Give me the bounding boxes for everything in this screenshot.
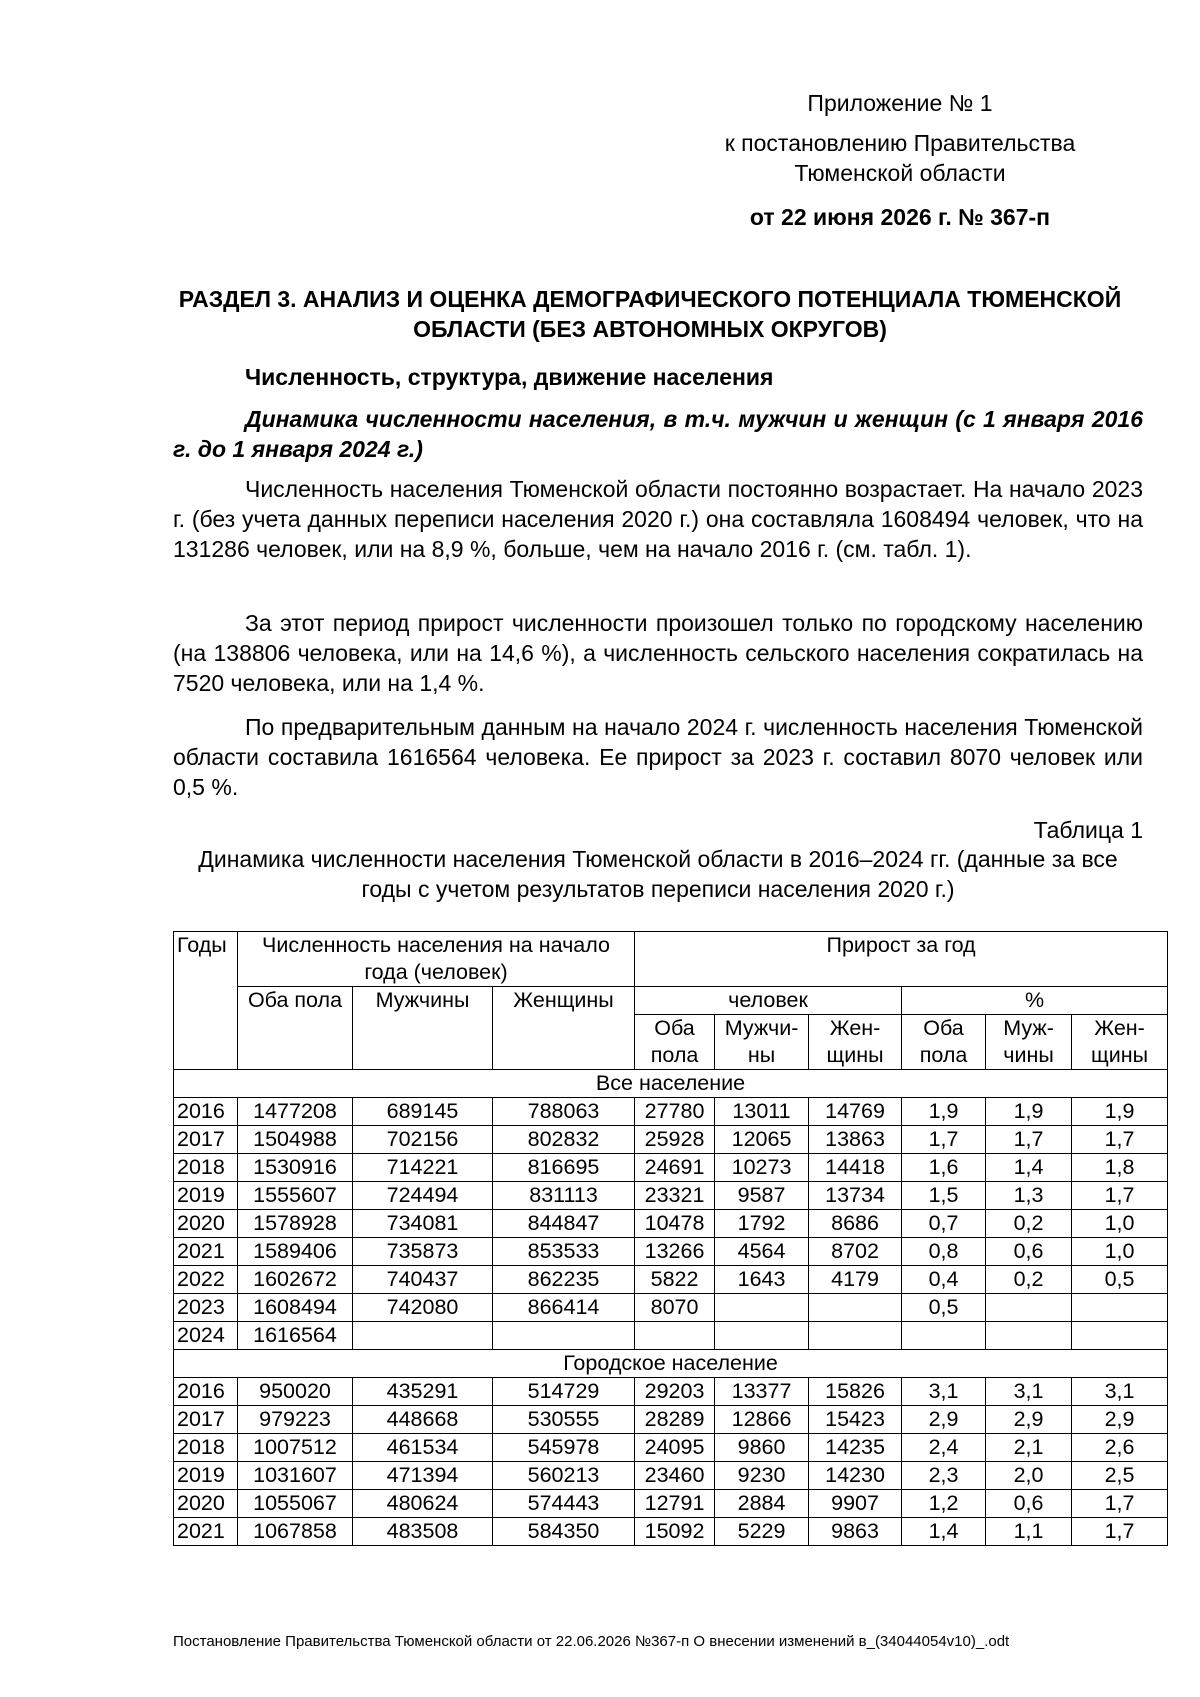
table-cell: 1602672 — [238, 1266, 353, 1294]
table-row — [174, 1266, 1168, 1294]
table-cell: 514729 — [493, 1378, 635, 1406]
paragraph-population-growth: Численность населения Тюменской области постоянно возрастает. На начало 2023 г. (без учета данных переписи населения 2020 г.) она составляла 1608494 человек, что на 131286 человек, или на 8,9 %, больше, чем на начало 2016 г. (см. табл. 1). — [173, 476, 1143, 562]
table-cell: 802832 — [493, 1126, 635, 1154]
annex-reference — [680, 128, 1120, 188]
header-population: Численность населения на начало года (человек) — [238, 932, 635, 987]
table-cell: 27780 — [635, 1098, 715, 1126]
table-cell: 1,4 — [902, 1518, 986, 1546]
table-cell: 0,6 — [986, 1238, 1072, 1266]
table-cell: 831113 — [493, 1182, 635, 1210]
table-row — [174, 1182, 1168, 1210]
table-cell: 0,4 — [902, 1266, 986, 1294]
table-cell: 8686 — [809, 1210, 902, 1238]
table-cell: 471394 — [353, 1462, 493, 1490]
table-cell: 1,9 — [1072, 1098, 1168, 1126]
table-cell: 816695 — [493, 1154, 635, 1182]
table-cell-year: 2016 — [174, 1098, 238, 1126]
table-cell — [809, 1322, 902, 1350]
table-cell: 3,1 — [1072, 1378, 1168, 1406]
table-row — [174, 1238, 1168, 1266]
paragraph-preliminary-2024: По предварительным данным на начало 2024 г. численность населения Тюменской области составила 1616564 человека. Ее прирост за 2023 г. составил 8070 человек или 0,5 %. — [173, 714, 1143, 800]
table-cell: 2,9 — [986, 1406, 1072, 1434]
table-cell — [715, 1322, 809, 1350]
table-cell: 480624 — [353, 1490, 493, 1518]
table-cell-year: 2024 — [174, 1322, 238, 1350]
table-cell: 1,9 — [902, 1098, 986, 1126]
table-cell: 29203 — [635, 1378, 715, 1406]
table-cell: 530555 — [493, 1406, 635, 1434]
table-cell: 2,0 — [986, 1462, 1072, 1490]
table-cell — [493, 1322, 635, 1350]
table-cell: 12065 — [715, 1126, 809, 1154]
table-cell-year: 2019 — [174, 1462, 238, 1490]
table-cell: 24691 — [635, 1154, 715, 1182]
table-cell: 1,7 — [1072, 1518, 1168, 1546]
table-cell-year: 2020 — [174, 1210, 238, 1238]
header-men: Мужчины — [353, 987, 493, 1070]
table-cell: 2884 — [715, 1490, 809, 1518]
table-cell: 1,7 — [1072, 1490, 1168, 1518]
table-cell: 435291 — [353, 1378, 493, 1406]
header-years: Годы — [174, 932, 238, 1070]
table-row — [174, 1462, 1168, 1490]
header-both-sexes: Оба пола — [238, 987, 353, 1070]
table-cell — [635, 1322, 715, 1350]
table-cell: 0,2 — [986, 1266, 1072, 1294]
table-group-title: Все население — [174, 1070, 1168, 1098]
table-cell: 1,7 — [1072, 1182, 1168, 1210]
table-cell: 584350 — [493, 1518, 635, 1546]
table-cell: 23460 — [635, 1462, 715, 1490]
table-cell: 13734 — [809, 1182, 902, 1210]
table-cell: 448668 — [353, 1406, 493, 1434]
table-cell — [986, 1322, 1072, 1350]
table-cell: 8702 — [809, 1238, 902, 1266]
table-cell: 950020 — [238, 1378, 353, 1406]
table-row — [174, 1210, 1168, 1238]
table-cell: 14769 — [809, 1098, 902, 1126]
table-cell: 25928 — [635, 1126, 715, 1154]
table-cell: 15423 — [809, 1406, 902, 1434]
table-cell: 1,8 — [1072, 1154, 1168, 1182]
table-row — [174, 1294, 1168, 1322]
table-cell: 866414 — [493, 1294, 635, 1322]
table-cell: 15092 — [635, 1518, 715, 1546]
subsection-title: Численность, структура, движение населения — [245, 364, 774, 390]
table-cell: 702156 — [353, 1126, 493, 1154]
header-growth-men: Мужчи-ны — [715, 1015, 809, 1070]
table-group-row — [174, 1070, 1168, 1098]
table-cell: 1,7 — [1072, 1126, 1168, 1154]
table-cell: 2,6 — [1072, 1434, 1168, 1462]
table-row — [174, 1434, 1168, 1462]
table-cell: 12866 — [715, 1406, 809, 1434]
table-cell: 5229 — [715, 1518, 809, 1546]
table-cell-year: 2018 — [174, 1434, 238, 1462]
table-cell: 1,6 — [902, 1154, 986, 1182]
table-row — [174, 1126, 1168, 1154]
table-cell: 1,0 — [1072, 1238, 1168, 1266]
table-cell — [715, 1294, 809, 1322]
table-cell: 1792 — [715, 1210, 809, 1238]
table-cell: 14418 — [809, 1154, 902, 1182]
table-cell: 1067858 — [238, 1518, 353, 1546]
table-cell-year: 2019 — [174, 1182, 238, 1210]
table-cell: 24095 — [635, 1434, 715, 1462]
table-row — [174, 1490, 1168, 1518]
table-cell: 788063 — [493, 1098, 635, 1126]
table-cell: 742080 — [353, 1294, 493, 1322]
table-cell: 689145 — [353, 1098, 493, 1126]
table-cell: 9863 — [809, 1518, 902, 1546]
table-cell-year: 2021 — [174, 1518, 238, 1546]
header-percent: % — [902, 987, 1168, 1015]
table-cell-year: 2021 — [174, 1238, 238, 1266]
header-growth-women: Жен-щины — [809, 1015, 902, 1070]
table-cell: 23321 — [635, 1182, 715, 1210]
table-cell: 1,1 — [986, 1518, 1072, 1546]
table-cell: 2,1 — [986, 1434, 1072, 1462]
table-cell: 1608494 — [238, 1294, 353, 1322]
population-table — [173, 931, 1168, 1546]
header-growth-both: Оба пола — [635, 1015, 715, 1070]
table-cell: 13266 — [635, 1238, 715, 1266]
table-cell: 3,1 — [902, 1378, 986, 1406]
table-cell: 13863 — [809, 1126, 902, 1154]
table-cell: 12791 — [635, 1490, 715, 1518]
table-cell: 2,5 — [1072, 1462, 1168, 1490]
table-cell: 1,7 — [986, 1126, 1072, 1154]
table-cell: 574443 — [493, 1490, 635, 1518]
table-cell: 862235 — [493, 1266, 635, 1294]
table-cell: 740437 — [353, 1266, 493, 1294]
table-group-title: Городское население — [174, 1350, 1168, 1378]
table-cell: 1504988 — [238, 1126, 353, 1154]
table-cell: 1530916 — [238, 1154, 353, 1182]
table-cell: 10273 — [715, 1154, 809, 1182]
table-row — [174, 1406, 1168, 1434]
table-cell: 28289 — [635, 1406, 715, 1434]
table-cell: 9907 — [809, 1490, 902, 1518]
table-cell — [902, 1322, 986, 1350]
table-cell — [1072, 1294, 1168, 1322]
table-cell: 1,3 — [986, 1182, 1072, 1210]
table-caption: Динамика численности населения Тюменской области в 2016–2024 гг. (данные за все годы с учетом результатов переписи населения 2020 г.) — [198, 846, 1118, 902]
table-row — [174, 1322, 1168, 1350]
table-cell: 4179 — [809, 1266, 902, 1294]
table-row — [174, 1098, 1168, 1126]
table-cell-year: 2022 — [174, 1266, 238, 1294]
table-cell: 545978 — [493, 1434, 635, 1462]
header-women: Женщины — [493, 987, 635, 1070]
header-pct-women: Жен-щины — [1072, 1015, 1168, 1070]
table-cell-year: 2023 — [174, 1294, 238, 1322]
table-cell: 9587 — [715, 1182, 809, 1210]
table-cell: 13377 — [715, 1378, 809, 1406]
table-cell: 0,8 — [902, 1238, 986, 1266]
table-cell: 1,5 — [902, 1182, 986, 1210]
table-cell: 1555607 — [238, 1182, 353, 1210]
table-cell-year: 2017 — [174, 1126, 238, 1154]
table-cell: 1,2 — [902, 1490, 986, 1518]
table-cell: 1031607 — [238, 1462, 353, 1490]
table-cell: 724494 — [353, 1182, 493, 1210]
table-row — [174, 1154, 1168, 1182]
table-cell — [1072, 1322, 1168, 1350]
table-cell-year: 2017 — [174, 1406, 238, 1434]
table-cell-year: 2018 — [174, 1154, 238, 1182]
table-cell: 2,4 — [902, 1434, 986, 1462]
annex-date: от 22 июня 2026 г. № 367-п — [749, 204, 1051, 230]
table-cell — [353, 1322, 493, 1350]
table-cell-year: 2020 — [174, 1490, 238, 1518]
section-title: РАЗДЕЛ 3. АНАЛИЗ И ОЦЕНКА ДЕМОГРАФИЧЕСКОГО ПОТЕНЦИАЛА ТЮМЕНСКОЙ ОБЛАСТИ (БЕЗ АВТОНОМНЫХ ОКРУГОВ) — [178, 286, 1122, 342]
table-cell: 13011 — [715, 1098, 809, 1126]
table-row — [174, 1518, 1168, 1546]
table-group-row — [174, 1350, 1168, 1378]
table-cell — [986, 1294, 1072, 1322]
document-footer: Постановление Правительства Тюменской области от 22.06.2026 №367-п О внесении изменений в_(34044054v10)_.odt — [173, 1633, 1010, 1650]
table-cell: 560213 — [493, 1462, 635, 1490]
header-growth: Прирост за год — [635, 932, 1168, 987]
dynamics-subtitle: Динамика численности населения, в т.ч. мужчин и женщин (с 1 января 2016 г. до 1 января 2024 г.) — [173, 406, 1143, 462]
table-cell: 1,9 — [986, 1098, 1072, 1126]
table-cell: 14230 — [809, 1462, 902, 1490]
table-cell: 2,9 — [1072, 1406, 1168, 1434]
table-cell: 844847 — [493, 1210, 635, 1238]
table-label: Таблица 1 — [1033, 817, 1143, 843]
table-cell: 714221 — [353, 1154, 493, 1182]
table-cell: 9230 — [715, 1462, 809, 1490]
table-cell: 853533 — [493, 1238, 635, 1266]
table-cell: 0,7 — [902, 1210, 986, 1238]
table-cell: 1,7 — [902, 1126, 986, 1154]
table-cell: 5822 — [635, 1266, 715, 1294]
table-cell: 1578928 — [238, 1210, 353, 1238]
annex-title: Приложение № 1 — [807, 90, 993, 116]
table-cell: 1589406 — [238, 1238, 353, 1266]
table-cell — [809, 1294, 902, 1322]
table-cell: 1643 — [715, 1266, 809, 1294]
table-cell: 1055067 — [238, 1490, 353, 1518]
table-cell: 0,6 — [986, 1490, 1072, 1518]
table-row — [174, 1378, 1168, 1406]
header-pct-both: Оба пола — [902, 1015, 986, 1070]
table-cell: 10478 — [635, 1210, 715, 1238]
table-cell: 14235 — [809, 1434, 902, 1462]
table-cell: 8070 — [635, 1294, 715, 1322]
annex-reference-line-2: Тюменской области — [794, 160, 1006, 186]
table-cell: 15826 — [809, 1378, 902, 1406]
table-cell: 1,0 — [1072, 1210, 1168, 1238]
annex-reference-line-1: к постановлению Правительства — [724, 130, 1076, 156]
table-cell: 4564 — [715, 1238, 809, 1266]
table-cell: 735873 — [353, 1238, 493, 1266]
table-cell: 3,1 — [986, 1378, 1072, 1406]
table-cell: 2,9 — [902, 1406, 986, 1434]
paragraph-urban-rural: За этот период прирост численности произошел только по городскому населению (на 138806 человека, или на 14,6 %), а численность сельского населения сократилась на 7520 человека, или на 1,4 %. — [173, 610, 1143, 696]
table-cell: 0,5 — [1072, 1266, 1168, 1294]
header-people: человек — [635, 987, 902, 1015]
table-cell: 0,5 — [902, 1294, 986, 1322]
table-cell: 0,2 — [986, 1210, 1072, 1238]
table-cell: 1,4 — [986, 1154, 1072, 1182]
table-cell-year: 2016 — [174, 1378, 238, 1406]
table-cell: 1477208 — [238, 1098, 353, 1126]
table-cell: 1616564 — [238, 1322, 353, 1350]
table-cell: 483508 — [353, 1518, 493, 1546]
table-cell: 979223 — [238, 1406, 353, 1434]
table-cell: 2,3 — [902, 1462, 986, 1490]
table-cell: 1007512 — [238, 1434, 353, 1462]
header-pct-men: Муж-чины — [986, 1015, 1072, 1070]
table-cell: 734081 — [353, 1210, 493, 1238]
table-cell: 9860 — [715, 1434, 809, 1462]
table-cell: 461534 — [353, 1434, 493, 1462]
